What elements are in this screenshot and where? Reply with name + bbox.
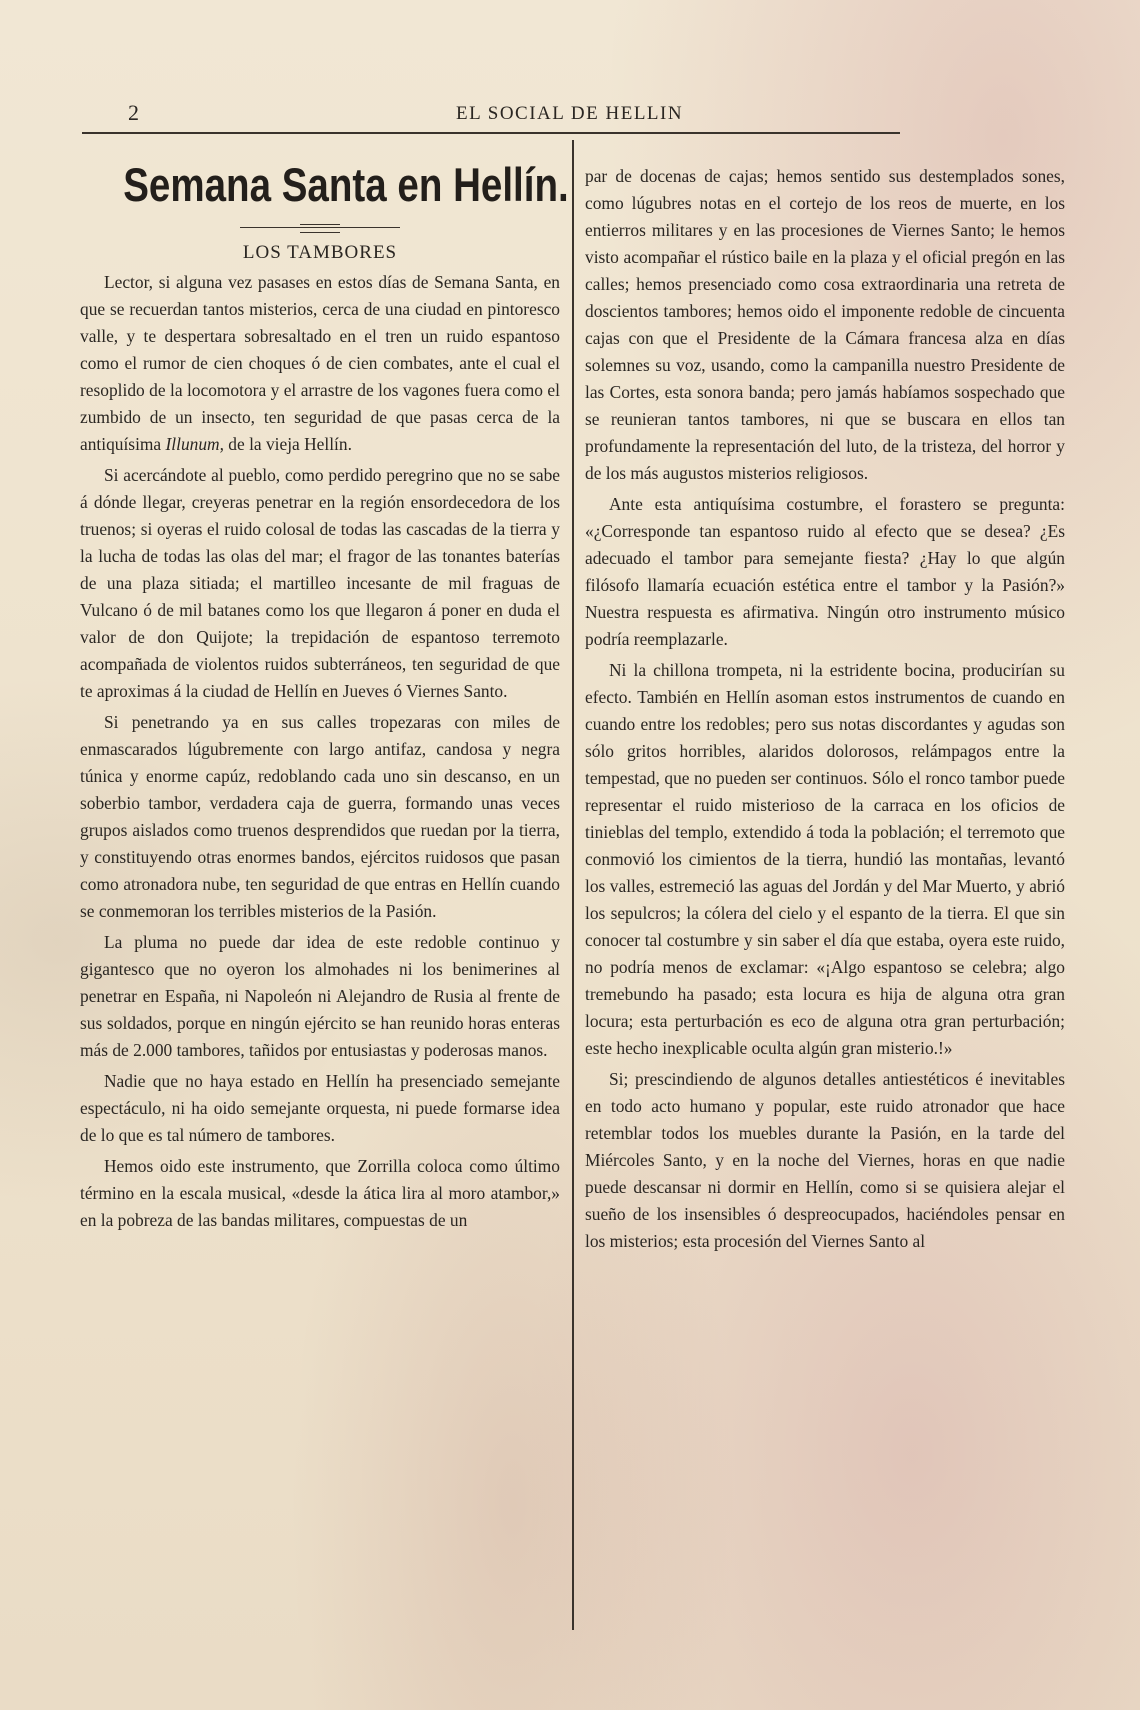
header-rule	[82, 132, 900, 134]
right-column	[585, 163, 1065, 1259]
running-title: EL SOCIAL DE HELLIN	[456, 103, 684, 124]
paragraph: La pluma no puede dar idea de este redoble continuo y gigantesco que no oyeron los almohades ni los benimerines al penetrar en España, ni Napoleón ni Alejandro de Rusia al frente de sus soldados, porque en ningún ejército se han reunido horas enteras más de 2.000 tambores, tañidos por entusiastas y poderosas manos.	[80, 932, 560, 1060]
left-column	[80, 155, 569, 1238]
paragraph: Si acercándote al pueblo, como perdido peregrino que no se sabe á dónde llegar, creyeras penetrar en la región ensordecedora de los truenos; si oyeras el ruido colosal de todas las cascadas de la tierra y la lucha de todas las olas del mar; el fragor de las tonantes baterías de una plaza sitiada; el martilleo incesante de mil fraguas de Vulcano ó de mil batanes como los que llegaron á poner en duda el valor de don Quijote; la trepidación de espantoso terremoto acompañada de violentos ruidos subterráneos, ten seguridad de que te aproximas á la ciudad de Hellín en Jueves ó Viernes Santo.	[80, 465, 560, 701]
paragraph: par de docenas de cajas; hemos sentido sus destemplados sones, como lúgubres notas en el cortejo de los reos de muerte, en los entierros militares y en las procesiones de Viernes Santo; le hemos visto acompañar el rústico baile en la plaza y el oficial pregón en las calles; hemos presenciado como cosa extraordinaria una retreta de doscientos tambores; hemos oido el imponente redoble de cincuenta cajas con que el Presidente de la Cámara francesa alza en días solemnes su voz, usando, como la campanilla nuestro Presidente de las Cortes, esta sonora banda; pero jamás habíamos sospechado que se reunieran tantos tambores, ni que se buscara en ellos tan profundamente la representación del luto, de la tristeza, del horror y de los más augustos misterios religiosos.	[585, 166, 1065, 483]
paragraph: Si penetrando ya en sus calles tropezaras con miles de enmascarados lúgubremente con largo antifaz, candosa y negra túnica y enorme capúz, redoblando cada uno sin descanso, en un soberbio tambor, verdadera caja de guerra, formando unas veces grupos aislados como truenos desprendidos que ruedan por la tierra, y constituyendo otras enormes bandos, ejércitos ruidosos que pasan como atronadora nube, ten seguridad de que entras en Hellín cuando se conmemoran los terribles misterios de la Pasión.	[80, 712, 560, 921]
paragraph: Ante esta antiquísima costumbre, el forastero se pregunta: «¿Corresponde tan espantoso ruido al efecto que se desea? ¿Es adecuado el tambor para semejante fiesta? ¿Hay lo que algún filósofo llamaría ecuación estética entre el tambor y la Pasión?» Nuestra respuesta es afirmativa. Ningún otro instrumento músico podría reemplazarle.	[585, 494, 1065, 649]
article-title: Semana Santa en Hellín.	[123, 158, 569, 211]
paragraph: Ni la chillona trompeta, ni la estridente bocina, producirían su efecto. También en Hellín asoman estos instrumentos de cuando en cuando entre los redobles; pero sus notas discordantes y agudas son sólo gritos horribles, alaridos dolorosos, relámpagos entre la tempestad, que no pueden ser continuos. Sólo el ronco tambor puede representar el ruido misterioso de la carraca en los oficios de tinieblas del templo, extendido á toda la población; el terremoto que conmovió los cimientos de la tierra, hundió las montañas, levantó los valles, estremeció las aguas del Jordán y del Mar Muerto, y abrió los sepulcros; la cólera del cielo y el espanto de la tierra. El que sin conocer tal costumbre y sin saber el día que estaba, oyera este ruido, no podría menos de exclamar: «¡Algo espantoso se celebra; algo tremebundo ha pasado; esta locura es hija de alguna otra gran locura; esta perturbación es eco de alguna otra gran perturbación; este hecho inexplicable oculta algún gran misterio.!»	[585, 660, 1065, 1058]
paragraph: Lector, si alguna vez pasases en estos días de Semana Santa, en que se recuerdan tantos misterios, cerca de una ciudad en pintoresco valle, y te despertara sobresaltado en el tren un ruido espantoso como el rumor de cien choques ó de cien combates, ante el cual el resoplido de la locomotora y el arrastre de los vagones fuera como el zumbido de un insecto, ten seguridad de que pasas cerca de la antiquísima Illunum, de la vieja Hellín.	[80, 272, 560, 454]
column-divider	[572, 140, 574, 1630]
paragraph: Si; prescindiendo de algunos detalles antiestéticos é inevitables en todo acto humano y popular, este ruido atronador que hace retemblar todos los muebles durante la Pasión, en la tarde del Miércoles Santo, y en la noche del Viernes, horas en que nadie puede descansar ni dormir en Hellín, como si se quisiera alejar el sueño de los insensibles ó despreocupados, haciéndoles pensar en los misterios; esta procesión del Viernes Santo al	[585, 1069, 1065, 1251]
page-number: 2	[128, 100, 140, 125]
title-ornament	[240, 221, 400, 235]
paragraph: Hemos oido este instrumento, que Zorrilla coloca como último término en la escala musical, «desde la ática lira al moro atambor,» en la pobreza de las bandas militares, compuestas de un	[80, 1156, 560, 1230]
article-subtitle: LOS TAMBORES	[242, 242, 398, 263]
paragraph: Nadie que no haya estado en Hellín ha presenciado semejante espectáculo, ni ha oido semejante orquesta, ni puede formarse idea de lo que es tal número de tambores.	[80, 1071, 560, 1145]
